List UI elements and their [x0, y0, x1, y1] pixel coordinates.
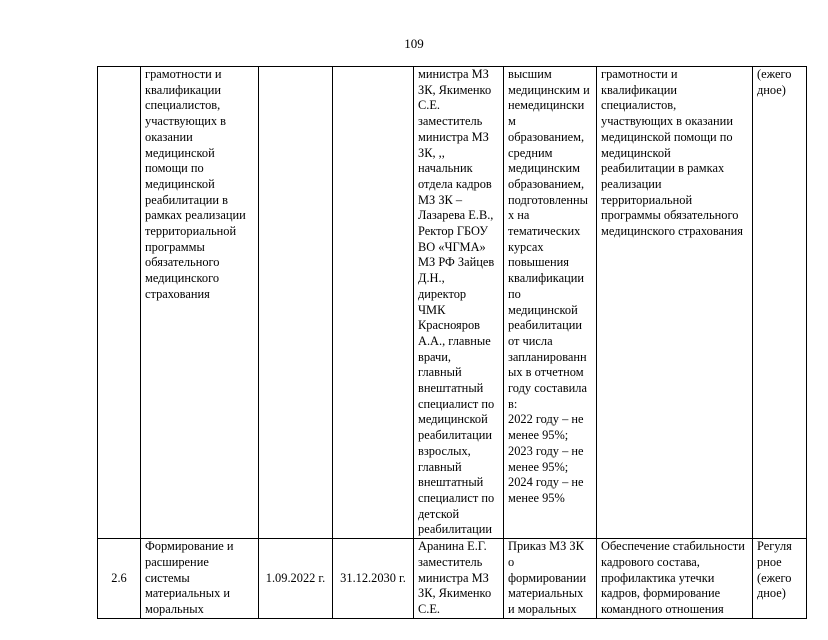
end-date-cell: 31.12.2030 г. [333, 539, 414, 619]
periodicity-cell: (ежего дное) [753, 67, 807, 539]
periodicity-cell: Регуля рное (ежего дное) [753, 539, 807, 619]
table-row [98, 539, 807, 619]
event-name-cell: грамотности и квалификации специалистов, участвующих в оказании медицинской помощи по медицинской реабилитации в рамках реализации территориальной программы обязательного медицинского страхования [141, 67, 259, 539]
row-number-cell [98, 67, 141, 539]
end-date-cell [333, 67, 414, 539]
row-number-cell: 2.6 [98, 539, 141, 619]
responsible-cell: Аранина Е.Г. заместитель министра МЗ ЗК, Якименко С.Е. [414, 539, 504, 619]
result-cell: Обеспечение стабильности кадрового состава, профилактика утечки кадров, формирование командного отношения [597, 539, 753, 619]
indicator-cell: Приказ МЗ ЗК о формировании материальных и моральных [504, 539, 597, 619]
event-name-cell: Формирование и расширение системы материальных и моральных [141, 539, 259, 619]
plan-table [97, 66, 807, 619]
responsible-cell: министра МЗ ЗК, Якименко С.Е. заместитель министра МЗ ЗК, ,, начальник отдела кадров МЗ ЗК – Лазарева Е.В., Ректор ГБОУ ВО «ЧГМА» МЗ РФ Зайцев Д.Н., директор ЧМК Краснояров А.А., главные врачи, главный внештатный специалист по медицинской реабилитации взрослых, главный внештатный специалист по детской реабилитации [414, 67, 504, 539]
start-date-cell: 1.09.2022 г. [259, 539, 333, 619]
page-number: 109 [404, 36, 424, 51]
start-date-cell [259, 67, 333, 539]
table-row [98, 67, 807, 539]
result-cell: грамотности и квалификации специалистов, участвующих в оказании медицинской помощи по медицинской реабилитации в рамках реализации территориальной программы обязательного медицинского страхования [597, 67, 753, 539]
indicator-cell: высшим медицинским и немедицински м образованием, средним медицинским образованием, подготовленны х на тематических курсах повышения квалификации по медицинской реабилитации от числа запланированн ых в отчетном году составила в: 2022 году – не менее 95%; 2023 году – не менее 95%; 2024 году – не менее 95% [504, 67, 597, 539]
